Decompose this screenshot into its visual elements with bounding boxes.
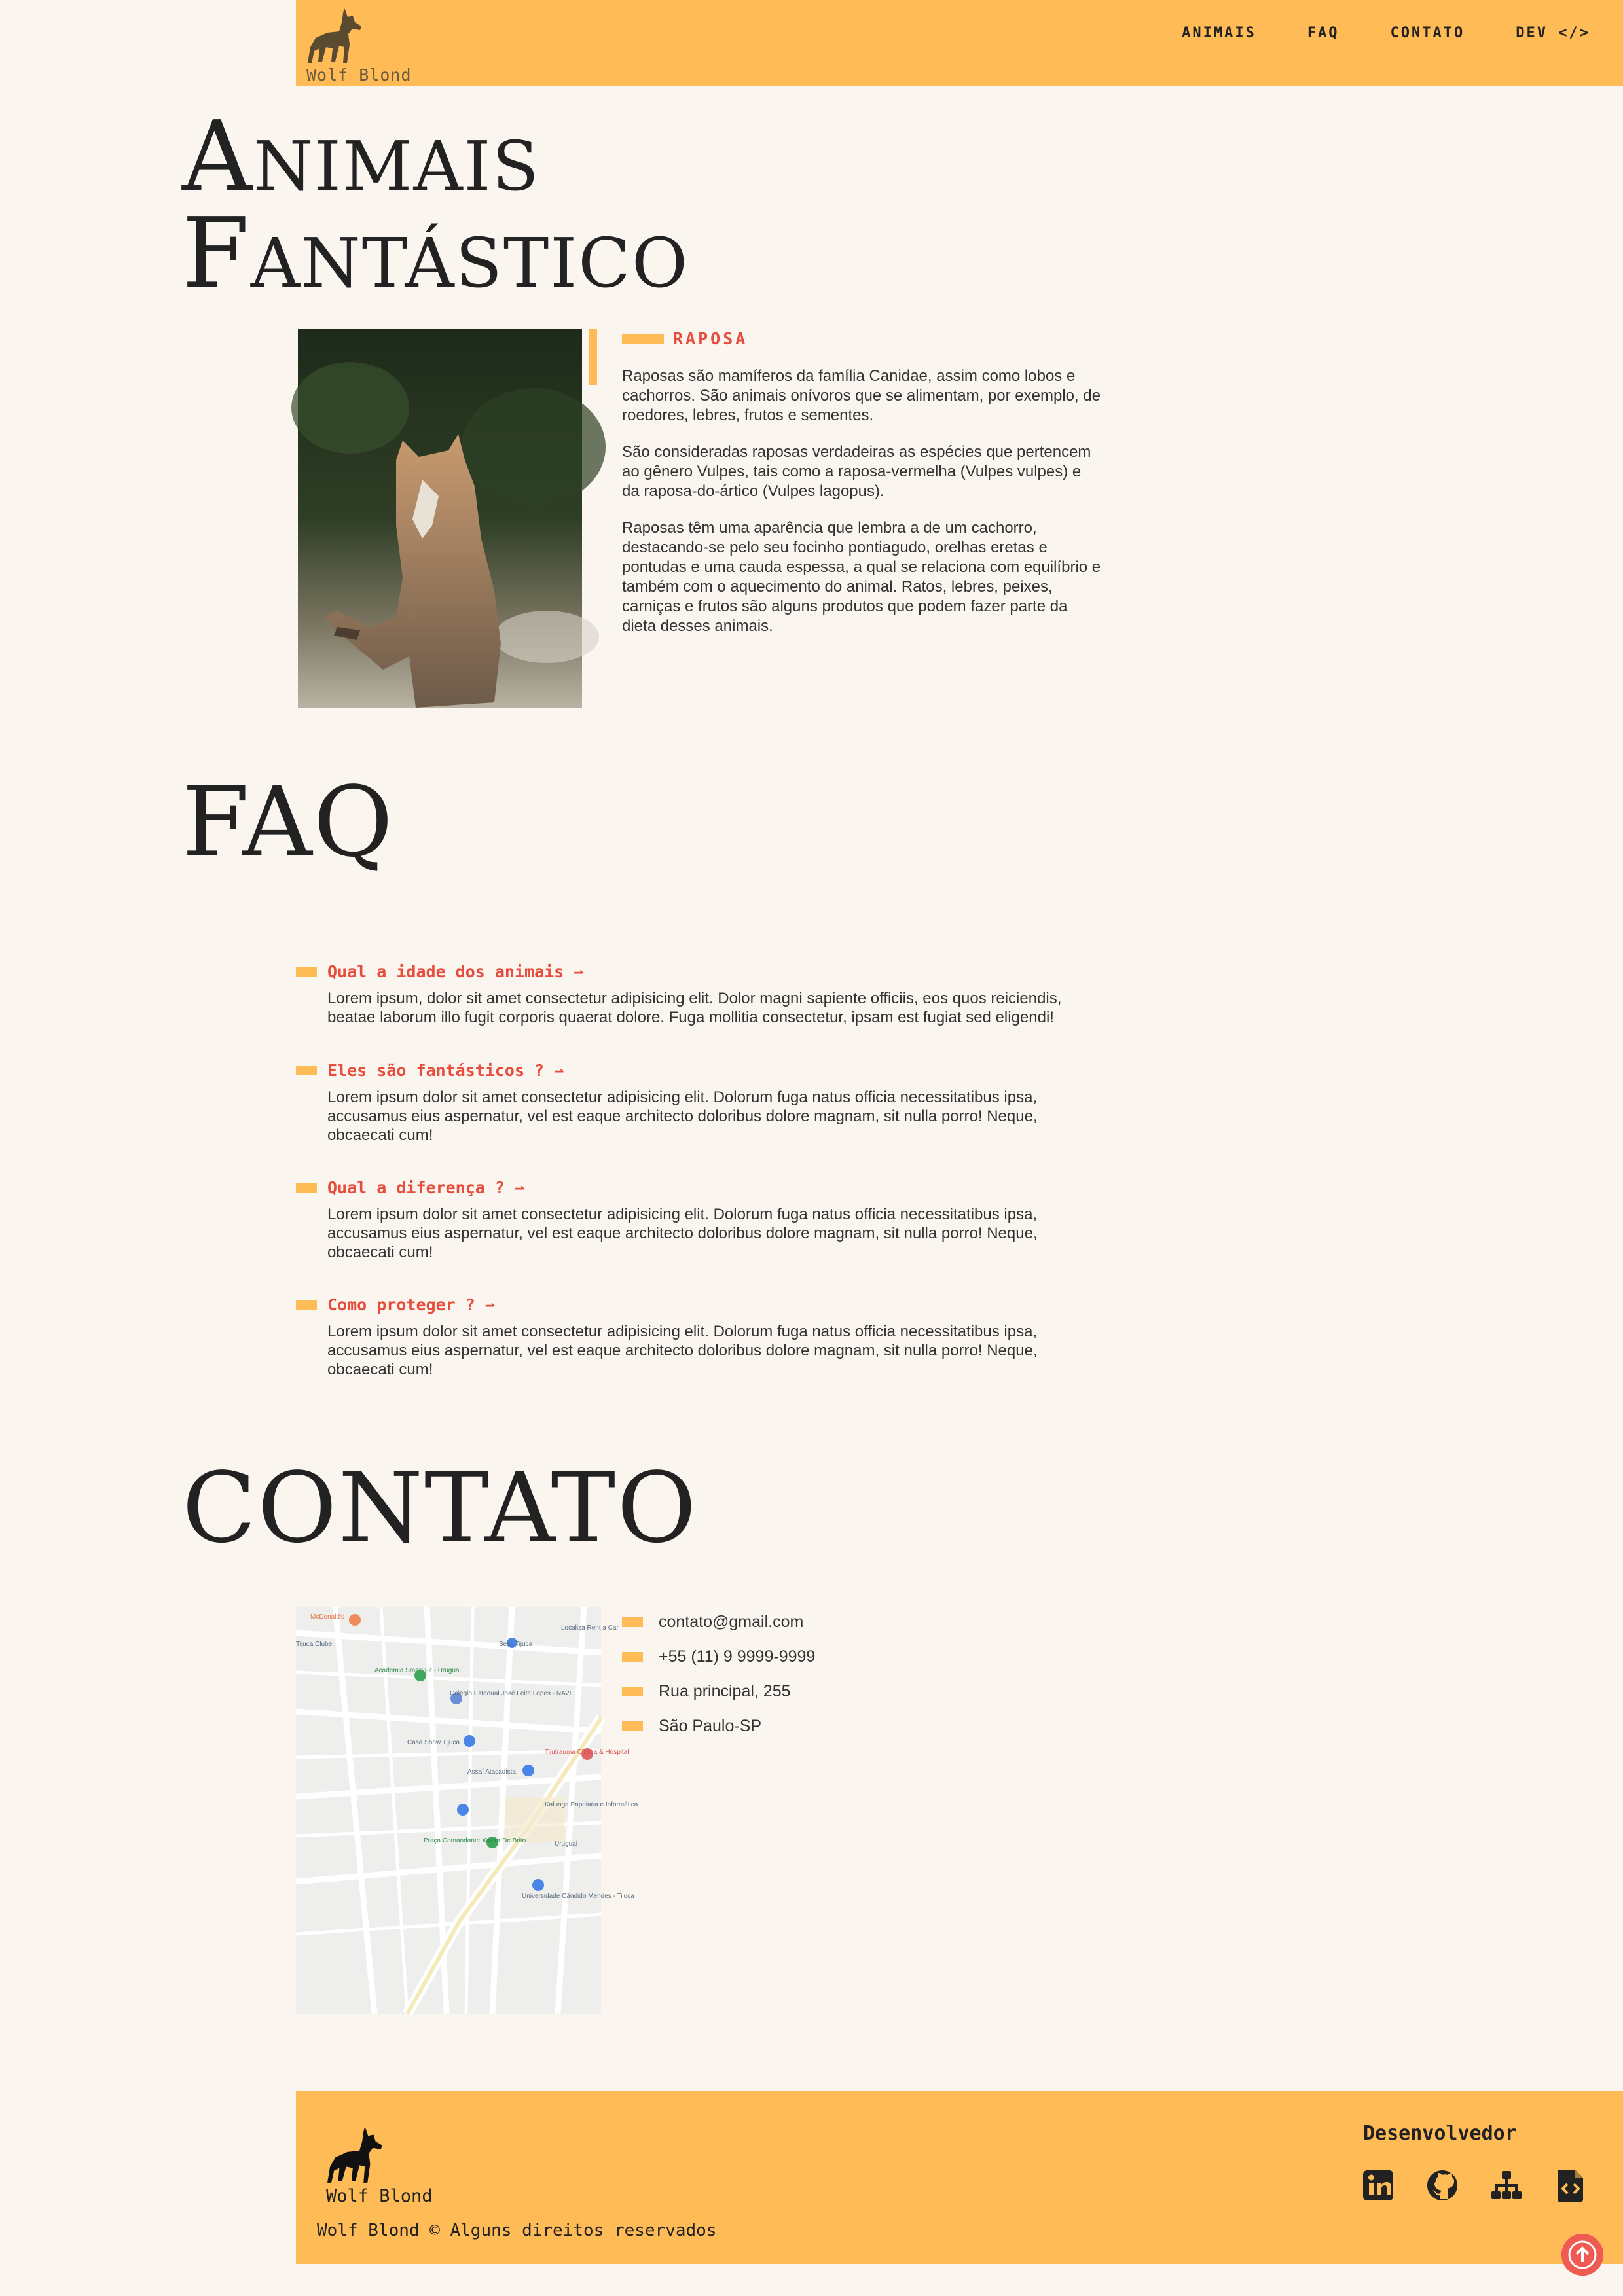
faq-item bbox=[296, 1295, 1108, 1379]
map-label: Assaí Atacadista bbox=[467, 1768, 516, 1776]
github-icon[interactable] bbox=[1426, 2168, 1459, 2202]
accent-dash bbox=[296, 1183, 317, 1193]
accent-dash bbox=[622, 1652, 643, 1662]
animals-title-line2: Fantástico bbox=[182, 197, 689, 310]
location-map[interactable] bbox=[296, 1607, 638, 2014]
nav-dev[interactable]: DEV </> bbox=[1516, 25, 1590, 41]
animals-title bbox=[182, 100, 689, 310]
contact-title-text: CONTATO bbox=[182, 1452, 698, 1564]
site-footer bbox=[296, 2091, 1623, 2264]
map-label: Tijuca Clube bbox=[296, 1641, 333, 1648]
faq-answer: Lorem ipsum, dolor sit amet consectetur adipisicing elit. Dolor magni sapiente officiis, eos quos reiciendis, beatae laborum illo fugit corporis quaerat dolore. Fuga mollitia consectetur, ipsam est fugiat sed eligendi! bbox=[327, 990, 1062, 1026]
map-label: Praça Comandante Xavier De Brito bbox=[424, 1837, 526, 1844]
accent-dash bbox=[622, 334, 664, 344]
main-nav bbox=[1182, 25, 1590, 41]
faq-question[interactable] bbox=[296, 1178, 1108, 1197]
faq-title bbox=[182, 766, 395, 890]
faq-answer: Lorem ipsum dolor sit amet consectetur adipisicing elit. Dolorum fuga natus officia necessitatibus ipsa, accusamus eius aspernatur, vel est eaque architecto doloribus dolore magnam, sit nulla porro! Neque, obcaecati cum! bbox=[327, 1206, 1038, 1261]
sitemap-icon[interactable] bbox=[1490, 2168, 1523, 2202]
wolf-logo-icon[interactable] bbox=[306, 5, 368, 64]
accent-dash bbox=[296, 1300, 317, 1310]
wolf-logo-icon[interactable] bbox=[326, 2124, 389, 2184]
accent-dash bbox=[622, 1721, 643, 1731]
faq-question-text[interactable]: Qual a diferença ? ⇀ bbox=[327, 1178, 525, 1197]
footer-rights: Wolf Blond © Alguns direitos reservados bbox=[317, 2221, 717, 2240]
contact-phone-text[interactable]: +55 (11) 9 9999-9999 bbox=[659, 1647, 816, 1666]
nav-faq[interactable]: FAQ bbox=[1307, 25, 1340, 41]
map-label: Kalunga Papelaria e Informática bbox=[545, 1801, 638, 1808]
contact-city-text: São Paulo-SP bbox=[659, 1717, 762, 1735]
footer-logo-text: Wolf Blond bbox=[326, 2186, 433, 2206]
accent-bar bbox=[589, 329, 597, 385]
faq-question-text[interactable]: Qual a idade dos animais ⇀ bbox=[327, 962, 584, 981]
map-label: Academia Smart Fit - Uruguai bbox=[374, 1667, 461, 1674]
accent-dash bbox=[622, 1687, 643, 1696]
animal-paragraph: Raposas são mamíferos da família Canidae, assim como lobos e cachorros. São animais onívoros que se alimentam, por exemplo, de roedores, lebres, frutos e sementes. bbox=[622, 367, 1101, 424]
accent-dash bbox=[296, 967, 317, 977]
faq-title-text: FAQ bbox=[182, 766, 395, 878]
site-header bbox=[296, 0, 1623, 86]
animal-description bbox=[622, 367, 1101, 653]
accent-dash bbox=[296, 1066, 317, 1075]
footer-developer-label: Desenvolvedor bbox=[1363, 2122, 1517, 2145]
map-label: Sesc Tijuca bbox=[499, 1641, 533, 1648]
map-label: Uruguai bbox=[555, 1840, 578, 1848]
animals-title-line1: Animais bbox=[182, 100, 540, 213]
contact-email-text[interactable]: contato@gmail.com bbox=[659, 1613, 804, 1631]
nav-contato[interactable]: CONTATO bbox=[1390, 25, 1465, 41]
contact-address-text: Rua principal, 255 bbox=[659, 1682, 791, 1700]
faq-question[interactable] bbox=[296, 1295, 1108, 1314]
contact-title bbox=[182, 1452, 698, 1568]
faq-answer: Lorem ipsum dolor sit amet consectetur adipisicing elit. Dolorum fuga natus officia necessitatibus ipsa, accusamus eius aspernatur, vel est eaque architecto doloribus dolore magnam, sit nulla porro! Neque, obcaecati cum! bbox=[327, 1323, 1038, 1378]
fox-photo bbox=[298, 329, 582, 708]
faq-answer: Lorem ipsum dolor sit amet consectetur adipisicing elit. Dolorum fuga natus officia necessitatibus ipsa, accusamus eius aspernatur, vel est eaque architecto doloribus dolore magnam, sit nulla porro! Neque, obcaecati cum! bbox=[327, 1088, 1038, 1144]
map-label: Tijutrauma Clínica & Hospital bbox=[545, 1749, 629, 1756]
faq-question-text[interactable]: Como proteger ? ⇀ bbox=[327, 1295, 495, 1314]
animal-name-label: RAPOSA bbox=[673, 329, 748, 348]
faq-item bbox=[296, 1061, 1108, 1145]
map-graphic bbox=[296, 1607, 638, 2014]
map-label: Universidade Cândido Mendes - Tijuca bbox=[522, 1893, 634, 1900]
logo-text[interactable]: Wolf Blond bbox=[306, 65, 412, 84]
linkedin-icon[interactable] bbox=[1362, 2168, 1395, 2202]
map-label: Colégio Estadual José Leite Lopes - NAVE bbox=[450, 1690, 574, 1697]
nav-animais[interactable]: ANIMAIS bbox=[1182, 25, 1256, 41]
map-label: McDonald's bbox=[310, 1613, 344, 1621]
contact-email bbox=[622, 1605, 815, 1640]
contact-city bbox=[622, 1709, 815, 1744]
animal-paragraph: São consideradas raposas verdadeiras as espécies que pertencem ao gênero Vulpes, tais como a raposa-vermelha (Vulpes vulpes) e da raposa-do-ártico (Vulpes lagopus). bbox=[622, 443, 1091, 500]
animal-name bbox=[622, 329, 748, 348]
contact-list bbox=[622, 1605, 815, 1744]
footer-social-icons bbox=[1362, 2168, 1587, 2202]
faq-question[interactable] bbox=[296, 962, 1108, 981]
accent-dash bbox=[622, 1617, 643, 1627]
back-to-top-button[interactable] bbox=[1561, 2234, 1603, 2276]
animal-paragraph: Raposas têm uma aparência que lembra a de um cachorro, destacando-se pelo seu focinho pontiagudo, orelhas eretas e pontudas e uma cauda espessa, a qual se relaciona com equilíbrio e também com o aquecimento do animal. Ratos, lebres, peixes, carniças e frutos são alguns produtos que podem fazer parte da dieta desses animais. bbox=[622, 519, 1101, 635]
map-label: Localiza Rent a Car bbox=[561, 1624, 619, 1632]
contact-phone bbox=[622, 1640, 815, 1674]
faq-question[interactable] bbox=[296, 1061, 1108, 1080]
faq-question-text[interactable]: Eles são fantásticos ? ⇀ bbox=[327, 1061, 564, 1080]
faq-item bbox=[296, 1178, 1108, 1262]
map-label: Casa Show Tijuca bbox=[407, 1739, 460, 1746]
code-file-icon[interactable] bbox=[1554, 2168, 1587, 2202]
contact-address bbox=[622, 1674, 815, 1709]
faq-item bbox=[296, 962, 1108, 1027]
